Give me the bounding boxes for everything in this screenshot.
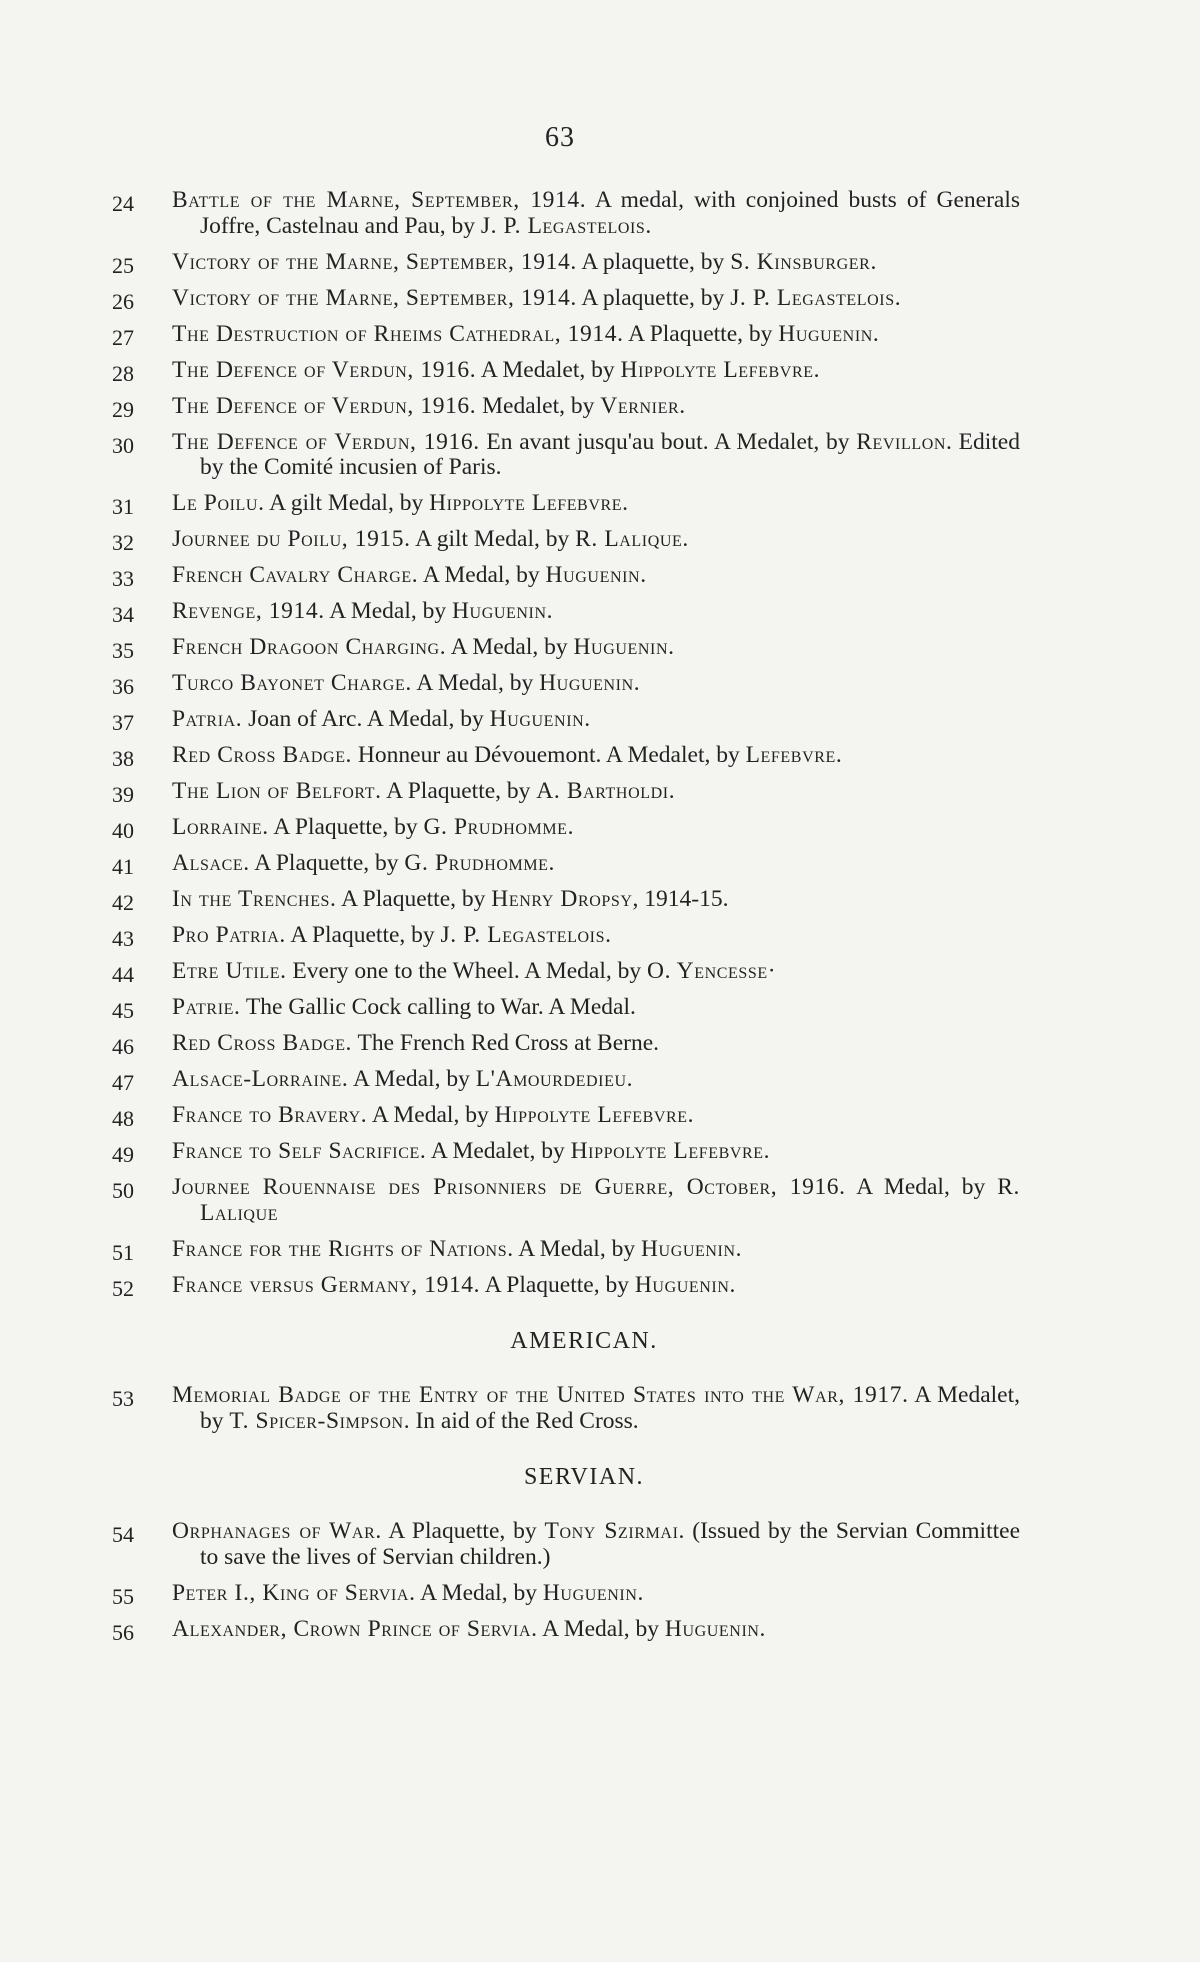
entry-description: A Medal, by (537, 1615, 665, 1642)
entry-title: France for the Rights of Nations. (172, 1235, 514, 1262)
catalogue-entry (108, 430, 1020, 481)
entry-description: A Plaquette, by (381, 1518, 545, 1544)
entry-text (172, 188, 1020, 239)
entry-number: 35 (112, 638, 134, 663)
catalogue-entry (108, 1519, 1020, 1570)
catalogue-entry (108, 707, 1020, 733)
catalogue-entry (108, 1067, 1020, 1093)
entry-number: 50 (112, 1178, 134, 1203)
entry-title: Revenge, 1914. (172, 598, 325, 624)
entry-tail: . (682, 526, 689, 552)
entry-artist: O. Yencesse (647, 958, 768, 984)
catalogue-entry (108, 1581, 1020, 1607)
entry-description: A Medal, by (418, 562, 546, 588)
entry-artist: Huguenin (545, 562, 641, 588)
entry-artist: Huguenin (539, 670, 634, 696)
entry-description: A Medal, by (411, 670, 540, 696)
catalogue-entry (108, 188, 1020, 239)
entry-number: 52 (112, 1275, 134, 1301)
entry-artist: Lefebvre (745, 742, 836, 768)
entry-artist: R. Lalique (575, 526, 683, 552)
entry-tail: . (668, 778, 675, 804)
entry-number: 43 (112, 926, 134, 951)
catalogue-entry (108, 887, 1020, 913)
catalogue-entry (108, 1617, 1020, 1643)
entry-number: 32 (112, 530, 134, 555)
catalogue-entry (108, 1103, 1020, 1129)
entry-number: 46 (112, 1034, 134, 1059)
entry-title: France to Self Sacrifice. (172, 1138, 427, 1164)
entry-text (172, 851, 1020, 877)
entry-description: A Plaquette, by (381, 778, 537, 804)
entry-artist: Huguenin (640, 1235, 736, 1262)
entry-text (172, 707, 1020, 733)
entry-text (172, 995, 1020, 1021)
entry-tail: . (640, 562, 647, 588)
entry-description: A Medal, by (324, 598, 452, 624)
page-number: 63 (545, 122, 575, 153)
entry-artist: T. Spicer-Simpson (229, 1407, 404, 1434)
entry-text (172, 527, 1020, 553)
catalogue-entry (108, 635, 1020, 661)
entry-description: A Medal, by (845, 1174, 998, 1200)
entry-title: France versus Germany, 1914. (172, 1271, 481, 1298)
entry-title: Le Poilu. (172, 490, 265, 516)
entry-text (172, 599, 1020, 625)
entry-description: A plaquette, by (576, 248, 731, 275)
entry-description: Joan of Arc. A Medal, by (242, 706, 490, 732)
entry-text (172, 1103, 1020, 1129)
entry-title: Alsace-Lorraine. (172, 1066, 349, 1092)
entry-text (172, 394, 1020, 420)
entry-tail: . (548, 850, 555, 876)
entry-number: 55 (112, 1583, 134, 1609)
catalogue-entry (108, 358, 1020, 384)
catalogue-entry (108, 743, 1020, 769)
entry-artist: Huguenin (664, 1615, 760, 1642)
entry-artist: R. Lalique (200, 1174, 1020, 1226)
entry-text (172, 1237, 1020, 1263)
entry-title: Battle of the Marne, September, 1914. (172, 187, 587, 213)
entry-description: A Medal, by (415, 1579, 543, 1606)
entry-number: 40 (112, 818, 134, 843)
entry-tail: . (645, 212, 652, 239)
entry-description: A Plaquette, by (249, 850, 405, 876)
entry-artist: Huguenin (634, 1271, 730, 1298)
entry-number: 30 (112, 432, 134, 458)
entry-number: 26 (112, 288, 134, 314)
entry-artist: S. Kinsburger (730, 248, 871, 275)
entry-description: A Medal, by (348, 1066, 476, 1092)
entry-title: Journee du Poilu, 1915. (172, 526, 411, 552)
entry-description: A Plaquette, by (268, 814, 424, 840)
catalogue-entry (108, 851, 1020, 877)
entry-artist: J. P. Legastelois (480, 212, 646, 239)
entry-description: Every one to the Wheel. A Medal, by (286, 958, 648, 984)
entry-number: 37 (112, 710, 134, 735)
entry-text (172, 1383, 1020, 1434)
entry-text (172, 1067, 1020, 1093)
entry-tail: . (813, 356, 820, 383)
catalogue-entry (108, 671, 1020, 697)
entry-description: A Medal, by (367, 1102, 495, 1128)
entry-artist: Henry Dropsy (491, 886, 633, 912)
catalogue-entry (108, 250, 1020, 276)
entry-title: Victory of the Marne, September, 1914. (172, 248, 577, 275)
entry-description: A gilt Medal, by (264, 490, 430, 516)
entry-text (172, 250, 1020, 276)
entry-tail: . (546, 598, 553, 624)
catalogue-entry (108, 286, 1020, 312)
entry-text (172, 743, 1020, 769)
entry-title: Memorial Badge of the Entry of the United States into the War, 1917. (172, 1382, 909, 1408)
entry-title: The Defence of Verdun, 1916. (172, 392, 477, 419)
entry-number: 49 (112, 1142, 134, 1167)
entry-tail: . (567, 814, 574, 840)
entry-number: 47 (112, 1070, 134, 1095)
entry-title: Lorraine. (172, 814, 269, 840)
entry-text (172, 779, 1020, 805)
entry-description: A Plaquette, by (336, 886, 492, 912)
entry-text (172, 358, 1020, 384)
entry-title: Red Cross Badge. (172, 1030, 353, 1056)
entry-description: A Medal, by (513, 1235, 641, 1262)
catalogue-entry (108, 599, 1020, 625)
entry-artist: Huguenin (573, 634, 669, 660)
entry-artist: Hippolyte Lefebvre (570, 1138, 764, 1164)
entry-title: France to Bravery. (172, 1102, 368, 1128)
entry-title: In the Trenches. (172, 886, 337, 912)
entry-tail: , 1914-15. (632, 886, 729, 912)
entry-text (172, 671, 1020, 697)
entry-text (172, 1031, 1020, 1057)
entry-text (172, 923, 1020, 949)
entry-description: The Gallic Cock calling to War. A Medal. (240, 994, 636, 1020)
entry-number: 56 (112, 1619, 134, 1645)
entry-artist: J. P. Legastelois (730, 284, 895, 311)
entry-tail: . (622, 490, 629, 516)
entry-artist: Vernier (600, 392, 680, 419)
entry-number: 54 (112, 1522, 134, 1547)
catalogue-entry (108, 1139, 1020, 1165)
entry-text (172, 959, 1020, 985)
entry-tail: . (894, 284, 901, 311)
entry-number: 51 (112, 1239, 134, 1265)
entry-title: Alexander, Crown Prince of Servia. (172, 1615, 538, 1642)
entry-number: 45 (112, 998, 134, 1023)
entry-description: The French Red Cross at Berne. (352, 1030, 660, 1056)
entry-number: 48 (112, 1106, 134, 1131)
entry-artist: Huguenin (778, 320, 873, 347)
catalogue-entry (108, 527, 1020, 553)
entry-tail: . (605, 922, 611, 948)
entry-number: 38 (112, 746, 134, 771)
entry-title: Turco Bayonet Charge. (172, 670, 412, 696)
entry-number: 24 (112, 191, 134, 216)
entry-title: Orphanages of War. (172, 1518, 382, 1544)
entry-description: Honneur au Dévouemont. A Medalet, by (352, 742, 746, 768)
entry-number: 29 (112, 396, 134, 422)
catalogue-entry (108, 394, 1020, 420)
entry-artist: A. Bartholdi (536, 778, 669, 804)
entry-tail: . (872, 320, 879, 347)
entry-text (172, 1273, 1020, 1299)
entry-title: Patria. (172, 706, 243, 732)
entry-tail: . (584, 706, 591, 732)
entry-artist: Huguenin (542, 1579, 638, 1606)
entry-description: A Plaquette, by (480, 1271, 635, 1298)
entry-artist: Revillon (856, 428, 947, 455)
entry-tail: . In aid of the Red Cross. (403, 1407, 639, 1434)
catalogue-entry (108, 815, 1020, 841)
entry-tail: . (687, 1102, 694, 1128)
entry-text (172, 1581, 1020, 1607)
entry-title: The Defence of Verdun, 1916. (172, 356, 477, 383)
entry-number: 41 (112, 854, 134, 879)
entry-artist: Huguenin (451, 598, 547, 624)
entry-description: A Plaquette, by (285, 922, 441, 948)
entry-description: En avant jusqu'au bout. A Medalet, by (479, 428, 857, 455)
entry-tail: . (735, 1235, 742, 1262)
entry-title: The Lion of Belfort. (172, 778, 382, 804)
catalogue-entry (108, 563, 1020, 589)
entry-text (172, 430, 1020, 481)
entry-artist: Tony Szirmai (544, 1518, 679, 1544)
entry-tail: . (626, 1066, 633, 1092)
catalogue-entry (108, 491, 1020, 517)
entry-number: 28 (112, 360, 134, 386)
entry-tail: · (767, 958, 776, 984)
entry-text (172, 1139, 1020, 1165)
catalogue-entry (108, 322, 1020, 348)
catalogue-entry (108, 1237, 1020, 1263)
catalogue-entry (108, 995, 1020, 1021)
entry-tail: . (763, 1138, 770, 1164)
entry-title: Etre Utile. (172, 958, 287, 984)
catalogue-entry (108, 959, 1020, 985)
section-heading: SERVIAN. (523, 1464, 645, 1490)
entry-number: 42 (112, 890, 134, 915)
entry-tail: . (668, 634, 675, 660)
entry-number: 34 (112, 602, 134, 627)
entry-number: 31 (112, 494, 134, 519)
entry-description: A medal, with conjoined busts of Generals Joffre, Castelnau and Pau, by (200, 187, 1020, 239)
entry-description: A plaquette, by (576, 284, 731, 311)
entry-title: French Dragoon Charging. (172, 634, 447, 660)
entry-description: Medalet, by (476, 392, 601, 419)
entry-artist: J. P. Legastelois (440, 922, 606, 948)
entry-artist: G. Prudhomme (404, 850, 549, 876)
entry-tail: . (633, 670, 640, 696)
entry-tail: . (637, 1579, 644, 1606)
entry-description: A Medalet, by (200, 1382, 1020, 1434)
entry-description: A Medalet, by (426, 1138, 571, 1164)
section-heading: AMERICAN. (510, 1328, 658, 1354)
entry-artist: Hippolyte Lefebvre (429, 490, 623, 516)
entry-text (172, 815, 1020, 841)
entry-title: Red Cross Badge. (172, 742, 353, 768)
entry-title: Pro Patria. (172, 922, 286, 948)
entry-tail: . (759, 1615, 766, 1642)
entry-tail: . (835, 742, 842, 768)
entry-artist: Hippolyte Lefebvre (494, 1102, 688, 1128)
entry-number: 53 (112, 1386, 134, 1411)
entry-number: 33 (112, 566, 134, 591)
entry-title: Alsace. (172, 850, 250, 876)
entry-tail: . (679, 392, 686, 419)
catalogue-entry (108, 779, 1020, 805)
entry-text (172, 887, 1020, 913)
entry-text (172, 1617, 1020, 1643)
entry-text (172, 491, 1020, 517)
catalogue-entry (108, 923, 1020, 949)
entry-tail: . (870, 248, 877, 275)
catalogue-entry (108, 1273, 1020, 1299)
entry-number: 27 (112, 324, 134, 350)
entry-title: Victory of the Marne, September, 1914. (172, 284, 577, 311)
catalogue-entry (108, 1031, 1020, 1057)
entry-number: 25 (112, 252, 134, 278)
entry-artist: Hippolyte Lefebvre (620, 356, 814, 383)
entry-artist: G. Prudhomme (423, 814, 568, 840)
entry-title: Journee Rouennaise des Prisonniers de Guerre, October, 1916. (172, 1174, 846, 1200)
entry-title: The Destruction of Rheims Cathedral, 1914. (172, 320, 624, 347)
entry-description: A gilt Medal, by (410, 526, 576, 552)
entry-text (172, 286, 1020, 312)
entry-title: The Defence of Verdun, 1916. (172, 428, 480, 455)
entry-number: 44 (112, 962, 134, 987)
entry-number: 36 (112, 674, 134, 699)
entry-title: French Cavalry Charge. (172, 562, 419, 588)
entry-description: A Plaquette, by (623, 320, 779, 347)
entry-tail: . (729, 1271, 736, 1298)
entry-text (172, 1175, 1020, 1226)
entry-title: Patrie. (172, 994, 241, 1020)
catalogue-entry (108, 1383, 1020, 1434)
entry-tail: . Edited by the Comité incusien of Paris. (200, 428, 1020, 480)
entry-tail: . (Issued by the Servian Committee to save the lives of Servian children.) (200, 1518, 1021, 1570)
entry-artist: Huguenin (489, 706, 585, 732)
entry-text (172, 322, 1020, 348)
entry-description: A Medal, by (446, 634, 574, 660)
entry-text (172, 1519, 1020, 1570)
medal-list (108, 188, 1020, 1653)
entry-description: A Medalet, by (476, 356, 621, 383)
entry-text (172, 563, 1020, 589)
entry-number: 39 (112, 782, 134, 807)
entry-text (172, 635, 1020, 661)
entry-title: Peter I., King of Servia. (172, 1579, 416, 1606)
entry-artist: L'Amourdedieu (475, 1066, 627, 1092)
catalogue-entry (108, 1175, 1020, 1226)
